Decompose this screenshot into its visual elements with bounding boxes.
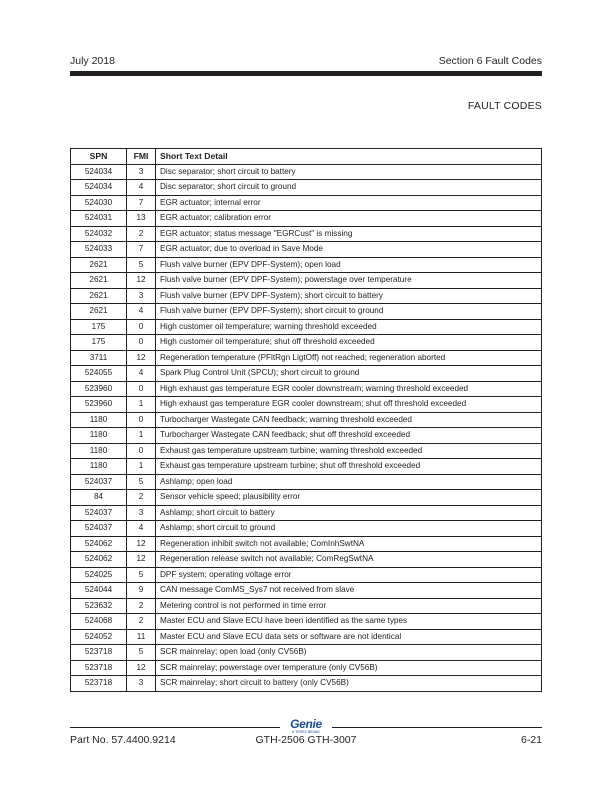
spn-cell: 524034 [71,180,127,196]
spn-cell: 524025 [71,567,127,583]
fmi-cell: 3 [127,164,156,180]
fmi-cell: 7 [127,242,156,258]
table-row [71,304,542,320]
table-row [71,598,542,614]
short-text-detail-cell: Exhaust gas temperature upstream turbine; shut off threshold exceeded [156,459,542,475]
short-text-detail-cell: Master ECU and Slave ECU data sets or software are not identical [156,629,542,645]
genie-logo-tagline: A TEREX BRAND [292,730,320,734]
table-row [71,660,542,676]
spn-cell: 524062 [71,536,127,552]
fmi-cell: 4 [127,521,156,537]
table-row [71,288,542,304]
fmi-cell: 2 [127,614,156,630]
short-text-detail-cell: Turbocharger Wastegate CAN feedback; warning threshold exceeded [156,412,542,428]
table-row [71,397,542,413]
fmi-cell: 2 [127,226,156,242]
fmi-cell: 5 [127,567,156,583]
fmi-cell: 3 [127,505,156,521]
spn-cell: 524052 [71,629,127,645]
fmi-cell: 9 [127,583,156,599]
table-row [71,521,542,537]
table-row [71,676,542,692]
short-text-detail-cell: Metering control is not performed in time error [156,598,542,614]
short-text-detail-cell: Flush valve burner (EPV DPF-System); open load [156,257,542,273]
spn-cell: 523718 [71,660,127,676]
fmi-cell: 5 [127,474,156,490]
table-row [71,536,542,552]
short-text-detail-cell: Flush valve burner (EPV DPF-System); powerstage over temperature [156,273,542,289]
spn-cell: 1180 [71,443,127,459]
short-text-detail-cell: CAN message ComMS_Sys7 not received from slave [156,583,542,599]
fmi-cell: 13 [127,211,156,227]
genie-logo [282,718,330,734]
spn-cell: 523718 [71,645,127,661]
fmi-cell: 12 [127,552,156,568]
table-row [71,273,542,289]
fault-code-table [70,148,542,692]
fmi-cell: 5 [127,257,156,273]
spn-cell: 2621 [71,257,127,273]
footer-part-number: Part No. 57.4400.9214 [70,734,176,746]
genie-logo-wordmark: Genie [290,717,322,731]
fmi-cell: 0 [127,412,156,428]
fmi-cell: 0 [127,335,156,351]
spn-cell: 523960 [71,381,127,397]
table-row [71,226,542,242]
spn-cell: 1180 [71,459,127,475]
spn-cell: 524031 [71,211,127,227]
short-text-detail-cell: EGR actuator; internal error [156,195,542,211]
short-text-detail-cell: SCR mainrelay; powerstage over temperature (only CV56B) [156,660,542,676]
fmi-cell: 7 [127,195,156,211]
fmi-cell: 5 [127,645,156,661]
column-header-short-text-detail: Short Text Detail [156,149,542,165]
table-row [71,350,542,366]
fmi-cell: 0 [127,319,156,335]
short-text-detail-cell: SCR mainrelay; open load (only CV56B) [156,645,542,661]
spn-cell: 2621 [71,273,127,289]
table-row [71,164,542,180]
table-row [71,381,542,397]
spn-cell: 524030 [71,195,127,211]
fmi-cell: 1 [127,459,156,475]
spn-cell: 524037 [71,474,127,490]
short-text-detail-cell: Flush valve burner (EPV DPF-System); short circuit to ground [156,304,542,320]
table-row [71,195,542,211]
section-label: FAULT CODES [467,100,542,112]
spn-cell: 175 [71,319,127,335]
spn-cell: 524055 [71,366,127,382]
short-text-detail-cell: Disc separator; short circuit to battery [156,164,542,180]
short-text-detail-cell: Regeneration release switch not available; ComRegSwtNA [156,552,542,568]
table-row [71,567,542,583]
fmi-cell: 1 [127,397,156,413]
fmi-cell: 4 [127,180,156,196]
short-text-detail-cell: Turbocharger Wastegate CAN feedback; shut off threshold exceeded [156,428,542,444]
short-text-detail-cell: DPF system; operating voltage error [156,567,542,583]
fmi-cell: 2 [127,598,156,614]
spn-cell: 524034 [71,164,127,180]
fmi-cell: 3 [127,676,156,692]
table-row [71,428,542,444]
table-row [71,505,542,521]
table-row [71,490,542,506]
table-row [71,412,542,428]
fmi-cell: 4 [127,366,156,382]
table-row [71,180,542,196]
table-row [71,474,542,490]
table-row [71,211,542,227]
spn-cell: 1180 [71,412,127,428]
short-text-detail-cell: Spark Plug Control Unit (SPCU); short circuit to ground [156,366,542,382]
short-text-detail-cell: Ashlamp; short circuit to battery [156,505,542,521]
fmi-cell: 0 [127,381,156,397]
table-row [71,443,542,459]
fmi-cell: 3 [127,288,156,304]
footer-rule-right [332,727,542,728]
short-text-detail-cell: SCR mainrelay; short circuit to battery (only CV56B) [156,676,542,692]
short-text-detail-cell: High exhaust gas temperature EGR cooler downstream; shut off threshold exceeded [156,397,542,413]
fmi-cell: 0 [127,443,156,459]
spn-cell: 175 [71,335,127,351]
fault-table-body [71,164,542,691]
short-text-detail-cell: High exhaust gas temperature EGR cooler downstream; warning threshold exceeded [156,381,542,397]
fmi-cell: 12 [127,660,156,676]
spn-cell: 3711 [71,350,127,366]
short-text-detail-cell: EGR actuator; due to overload in Save Mode [156,242,542,258]
spn-cell: 524044 [71,583,127,599]
short-text-detail-cell: Ashlamp; open load [156,474,542,490]
short-text-detail-cell: High customer oil temperature; shut off threshold exceeded [156,335,542,351]
spn-cell: 523718 [71,676,127,692]
table-row [71,583,542,599]
spn-cell: 524037 [71,505,127,521]
short-text-detail-cell: Master ECU and Slave ECU have been identified as the same types [156,614,542,630]
short-text-detail-cell: Disc separator; short circuit to ground [156,180,542,196]
fmi-cell: 1 [127,428,156,444]
short-text-detail-cell: EGR actuator; calibration error [156,211,542,227]
spn-cell: 524062 [71,552,127,568]
footer-page-number: 6-21 [520,734,542,746]
spn-cell: 524068 [71,614,127,630]
fmi-cell: 11 [127,629,156,645]
spn-cell: 2621 [71,288,127,304]
short-text-detail-cell: Regeneration temperature (PFltRgn LigtOff) not reached; regeneration aborted [156,350,542,366]
table-row [71,459,542,475]
fmi-cell: 2 [127,490,156,506]
spn-cell: 524037 [71,521,127,537]
table-row [71,257,542,273]
short-text-detail-cell: Exhaust gas temperature upstream turbine; warning threshold exceeded [156,443,542,459]
spn-cell: 523632 [71,598,127,614]
table-header-row [71,149,542,165]
column-header-spn: SPN [71,149,127,165]
header-date: July 2018 [70,55,115,67]
fmi-cell: 4 [127,304,156,320]
table-row [71,645,542,661]
table-row [71,552,542,568]
column-header-fmi: FMI [127,149,156,165]
spn-cell: 1180 [71,428,127,444]
spn-cell: 2621 [71,304,127,320]
header-section: Section 6 Fault Codes [438,55,542,67]
spn-cell: 84 [71,490,127,506]
header-rule [70,71,542,76]
table-row [71,366,542,382]
table-row [71,614,542,630]
fmi-cell: 12 [127,350,156,366]
short-text-detail-cell: Flush valve burner (EPV DPF-System); short circuit to battery [156,288,542,304]
table-row [71,319,542,335]
fmi-cell: 12 [127,273,156,289]
fmi-cell: 12 [127,536,156,552]
table-row [71,335,542,351]
short-text-detail-cell: Regeneration inhibit switch not available; ComInhSwtNA [156,536,542,552]
short-text-detail-cell: EGR actuator; status message "EGRCust" is missing [156,226,542,242]
table-row [71,242,542,258]
spn-cell: 523960 [71,397,127,413]
short-text-detail-cell: High customer oil temperature; warning threshold exceeded [156,319,542,335]
footer-rule-left [70,727,280,728]
short-text-detail-cell: Sensor vehicle speed; plausibility error [156,490,542,506]
footer-models: GTH-2506 GTH-3007 [255,734,357,746]
table-row [71,629,542,645]
spn-cell: 524032 [71,226,127,242]
spn-cell: 524033 [71,242,127,258]
short-text-detail-cell: Ashlamp; short circuit to ground [156,521,542,537]
